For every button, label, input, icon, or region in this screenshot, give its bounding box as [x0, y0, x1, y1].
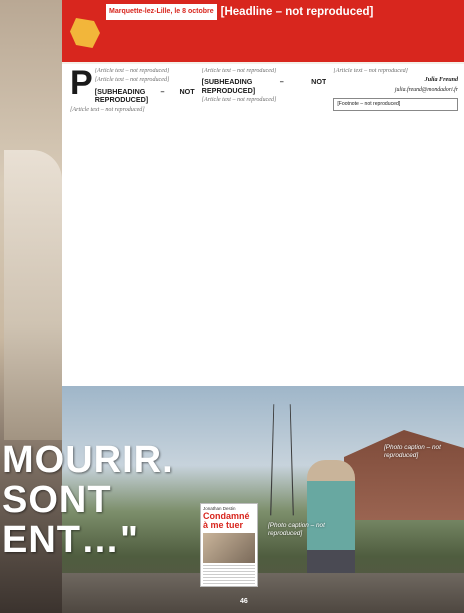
drop-cap: P: [70, 68, 93, 102]
author-signature: Julia Freund: [424, 77, 459, 84]
subhead: [SUBHEADING – NOT REPRODUCED]: [94, 86, 195, 105]
article-columns: [62, 64, 464, 386]
book-blurb-lines: [203, 565, 255, 585]
paragraph: [Article text – not reproduced]: [94, 77, 170, 84]
power-pylon: [270, 404, 294, 515]
paragraph: [Article text – not reproduced]: [333, 68, 409, 74]
column-3: [333, 68, 458, 386]
paragraph: [Article text – not reproduced]: [70, 106, 145, 113]
overlay-headline: MOURIR. SONT ENT…": [2, 439, 174, 561]
portrait-figure: [4, 150, 62, 440]
road: [62, 573, 464, 613]
book-title: Condamné à me tuer: [203, 511, 250, 530]
footnote-box: [Footnote – not reproduced]: [333, 98, 458, 110]
dateline: Marquette-lez-Lille, le 8 octobre: [106, 4, 217, 20]
photo-caption-mid: [Photo caption – not reproduced]: [268, 522, 325, 537]
paragraph: [Article text – not reproduced]: [201, 68, 277, 74]
map-badge-icon: [70, 18, 100, 48]
column-1: [70, 68, 195, 386]
book-author: Jonathan Destin: [203, 506, 236, 511]
photo-caption-right: [Photo caption – not reproduced]: [384, 444, 441, 459]
paragraph: [Article text – not reproduced]: [94, 68, 170, 74]
author-email: julia.freund@mondadori.fr: [394, 86, 459, 93]
column-2: [202, 68, 327, 386]
page-number: 46: [240, 598, 248, 605]
headline: [106, 4, 454, 20]
paragraph: [Article text – not reproduced]: [201, 97, 277, 104]
headline-text: [Headline – not reproduced]: [220, 6, 374, 18]
book-cover: [200, 503, 258, 587]
headline-banner: [62, 0, 464, 62]
subhead: [SUBHEADING – NOT REPRODUCED]: [201, 77, 327, 95]
book-cover-photo: [203, 533, 255, 563]
